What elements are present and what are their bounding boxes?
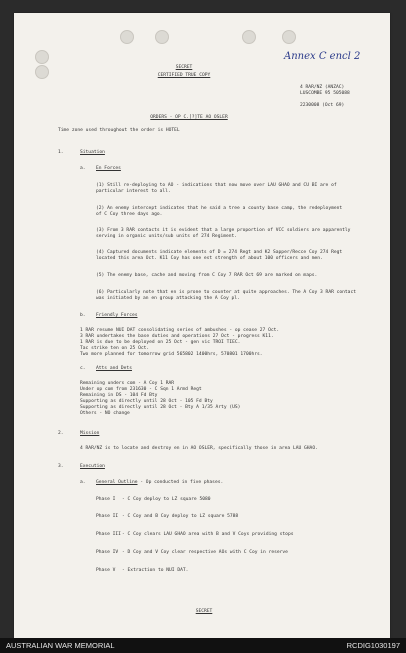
punch-hole [120,30,134,44]
phase-text: - D Coy and V Coy clear respective AOs with C Coy in reserve [122,550,288,555]
general-outline-tail: - Op conducted in five phases. [137,480,224,485]
friendly-line: 1 RAR is due to be deployed on 25 Oct - gen vic TROI TIEC. [80,340,241,345]
sub-label: a. [80,166,86,171]
friendly-line: Two more planned for tomorrow grid 565802 1400hrs, 570801 1700hrs. [80,352,263,357]
friendly-line: 3 RAR undertakes the base duties and operations 27 Oct - progress K11. [80,334,274,339]
handwritten-annotation: Annex C encl 2 [284,51,361,62]
dtg: 2230008 (Oct 69) [300,103,345,108]
para-num: 2. [58,431,64,436]
phase-label: Phase III [96,532,121,537]
situation-heading: Situation [80,150,105,155]
atts-line: Under op com from 231630 - C Sqn 1 Armd Regt [80,387,202,392]
atts-line: Remaining in DS - 104 Fd Bty [80,393,158,398]
en-para-4: (4) Captured documents indicate elements of D = 274 Regt and K2 Sapper/Recce Coy 274 Regt [96,250,343,255]
orders-title: ORDERS - OP C.[?]TE AO OSLER [150,115,228,120]
punch-hole [35,65,49,79]
punch-hole [155,30,169,44]
archive-footer [0,638,406,653]
en-para-6: (6) Particularly note that en is prone to counter at quite approaches. The A Coy 3 RAR contact [96,290,356,295]
en-para-1: (1) Still re-deploying to AO - indications that now move over LAU GHAO and CU BI are of [96,183,337,188]
atts-line: Others - NO change [80,411,130,416]
unit-ref: 4 RAR/NZ (ANZAC) [300,85,345,90]
en-para-2b: of C Coy three days ago. [96,212,163,217]
para-num: 1. [58,150,64,155]
location-ref: LUSCOMBE 95 505088 [300,91,350,96]
document-page [14,13,390,638]
atts-line: Supporting as directly until 28 Oct - Bty A 1/35 Arty (US) [80,405,241,410]
phase-text: - C Coy clears LAU GHAO area with B and V Coys providing stops [122,532,294,537]
phase-label: Phase II [96,514,119,519]
mission-heading: Mission [80,431,100,436]
sub-label: a. [80,480,86,485]
atts-line: Supporting as directly until 28 Oct - 105 Fd Bty [80,399,213,404]
sub-label: b. [80,313,86,318]
atts-line: Remaining unders com - A Coy 1 RAR [80,381,175,386]
para-num: 3. [58,464,64,469]
en-para-3b: serving in organic units/sub units of 274 Regiment. [96,234,238,239]
punch-hole [242,30,256,44]
certified-copy: CERTIFIED TRUE COPY [157,73,211,78]
punch-hole [282,30,296,44]
record-id: RCDIG1030197 [346,641,400,650]
atts-dets-heading: Atts and Dets [96,366,132,371]
phase-label: Phase V [96,568,116,573]
en-forces-heading: En Forces [96,166,121,171]
phase-label: Phase I [96,497,116,502]
timezone-note: Time zone used throughout the order is HOTEL [58,128,180,133]
en-para-6b: was initiated by an en group attacking the A Coy pl. [96,296,240,301]
en-para-5: (5) The enemy base, cache and moving from C Coy 7 RAR Oct 69 are marked on maps. [96,273,318,278]
en-para-1b: particular interest to all. [96,189,171,194]
sub-label: c. [80,366,86,371]
classification-top: SECRET [175,65,193,70]
general-outline-heading: General Outline [96,480,138,485]
phase-text: - C Coy deploy to LZ square 5080 [122,497,211,502]
friendly-forces-heading: Friendly Forces [96,313,138,318]
general-outline [96,480,223,486]
phase-text: - Extraction to NUI DAT. [122,568,189,573]
archive-name: AUSTRALIAN WAR MEMORIAL [6,641,115,650]
phase-text: - C Coy and B Coy deploy to LZ square 5788 [122,514,239,519]
phase-label: Phase IV [96,550,119,555]
execution-heading: Execution [80,464,105,469]
en-para-4b: located this area Oct. K11 Coy has one est strength of about 100 officers and men. [96,256,323,261]
friendly-line: 1 RAR resume NUI DAT consolidating series of ambushes - op cease 27 Oct. [80,328,280,333]
mission-text: 4 RAR/NZ is to locate and destroy en in AO OSLER, specifically those in area LAU GHAO. [80,446,318,451]
en-para-2: (2) An enemy intercept indicates that he said a tree a county base camp, the redeployment [96,206,343,211]
en-para-3: (3) From 3 RAR contacts it is evident that a large proportion of VCC soldiers are apparently [96,228,351,233]
punch-hole [35,50,49,64]
friendly-line: Tac strike ten on 25 Oct. [80,346,150,351]
classification-bottom: SECRET [195,609,213,614]
